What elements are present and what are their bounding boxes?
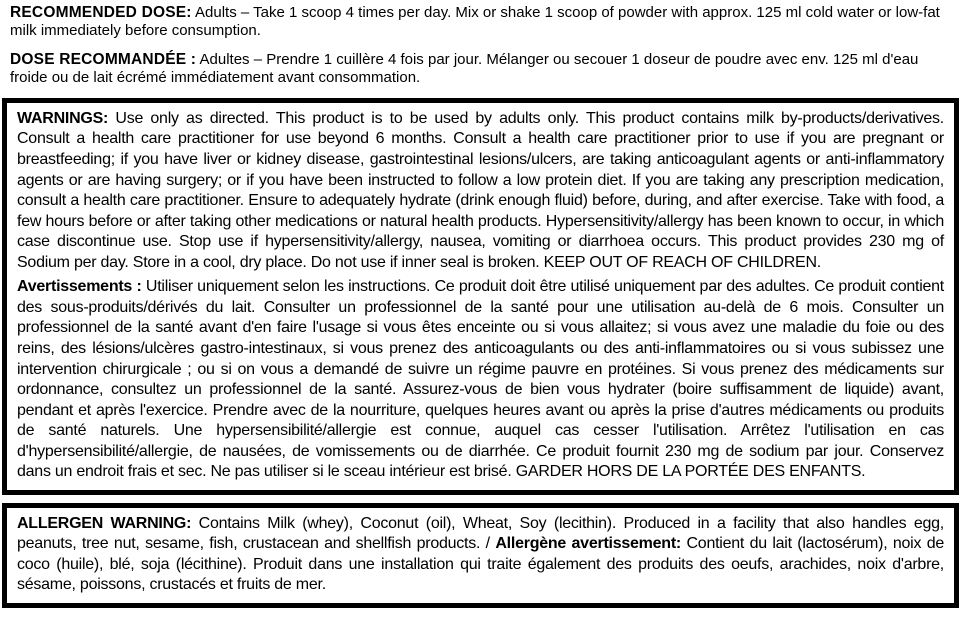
recommended-dose-en-lead: RECOMMENDED DOSE: xyxy=(10,4,192,21)
allergen-en-text: Contains Milk (whey), Coconut (oil), Wheat, Soy (lecithin). Produced in a facility that also handles egg, peanuts, tree nut, sesame, fish, crustacean and shellfish products. / xyxy=(17,514,944,553)
recommended-dose-fr-text: Adultes – Prendre 1 cuillère 4 fois par jour. Mélanger ou secouer 1 doseur de poudre avec env. 125 ml d'eau froide ou de lait écrémé immédiatement avant consommation. xyxy=(10,50,919,87)
recommended-dose-fr-lead: DOSE RECOMMANDÉE : xyxy=(10,50,197,68)
recommended-dose-en xyxy=(10,4,951,40)
allergen-fr-text: Contient du lait (lactosérum), noix de coco (huile), blé, soja (lécithine). Produit dans une installation qui traite également des produits des oeufs, arachides, noix d'arbre, sésame, poissons, crustacés et fruits de mer. xyxy=(17,535,945,594)
warnings-en-lead: WARNINGS: xyxy=(17,109,109,127)
dose-section xyxy=(2,2,959,93)
allergen-warning xyxy=(17,514,944,596)
allergen-box xyxy=(2,503,959,608)
warnings-fr-text: Utiliser uniquement selon les instructions. Ce produit doit être utilisé uniquement par des adultes. Ce produit contient des sous-produits/dérivés du lait. Consulter un professionnel de la santé pour une utilisation au-delà de 6 mois. Consulter un professionnel de la santé avant d'en faire l'usage si vous êtes enceinte ou si vous allaitez; si vous avez une maladie du foie ou des reins, des lésions/ulcères gastro-intestinaux, si vous prenez des anticoagulants ou des anti-inflammatoires ou si vous subissez une intervention chirurgicale ; ou si on vous a demandé de suivre un régime pauvre en protéines. Si vous prenez des médicaments sur ordonnance, consultez un professionnel de la santé. Assurez-vous de bien vous hydrater (boire suffisamment de liquide) avant, pendant et après l'exercice. Prendre avec de la nourriture, quelques heures avant ou après la prise d'autres médicaments ou produits de santé naturels. Une hypersensibilité/allergie est connue, auquel cas cesser l'utilisation. Arrêtez l'utilisation en cas d'hypersensibilité/allergie, de nausées, de vomissements ou de diarrhée. Ce produit fournit 230 mg de sodium par jour. Conservez dans un endroit frais et sec. Ne pas utiliser si le sceau intérieur est brisé. GARDER HORS DE LA PORTÉE DES ENFANTS. xyxy=(17,278,944,481)
recommended-dose-fr xyxy=(10,51,951,87)
allergen-en-lead: ALLERGEN WARNING: xyxy=(17,514,192,532)
warnings-en xyxy=(17,109,944,273)
allergen-fr-lead: Allergène avertissement: xyxy=(495,535,681,553)
warnings-box xyxy=(2,98,959,495)
recommended-dose-en-text: Adults – Take 1 scoop 4 times per day. Mix or shake 1 scoop of powder with approx. 125 ml cold water or low-fat milk immediately before consumption. xyxy=(10,4,940,40)
warnings-en-text: Use only as directed. This product is to be used by adults only. This product contains milk by-products/derivatives. Consult a health care practitioner for use beyond 6 months. Consult a health care practitioner prior to use if you are pregnant or breastfeeding; if you have liver or kidney disease, gastrointestinal lesions/ulcers, are taking anticoagulant agents or anti-inflammatory agents or are having surgery; or if you have been instructed to follow a low protein diet. If you are taking any prescription medication, consult a health care practitioner. Ensure to adequately hydrate (drink enough fluid) before, during, and after exercise. Take with food, a few hours before or after taking other medications or natural health products. Hypersensitivity/allergy has been known to occur, in which case discontinue use. Stop use if hypersensitivity/allergy, nausea, vomiting or diarrhoea occurs. This product provides 230 mg of Sodium per day. Store in a cool, dry place. Do not use if inner seal is broken. KEEP OUT OF REACH OF CHILDREN. xyxy=(17,109,944,271)
warnings-fr-lead: Avertissements : xyxy=(17,278,142,296)
warnings-fr xyxy=(17,277,944,482)
